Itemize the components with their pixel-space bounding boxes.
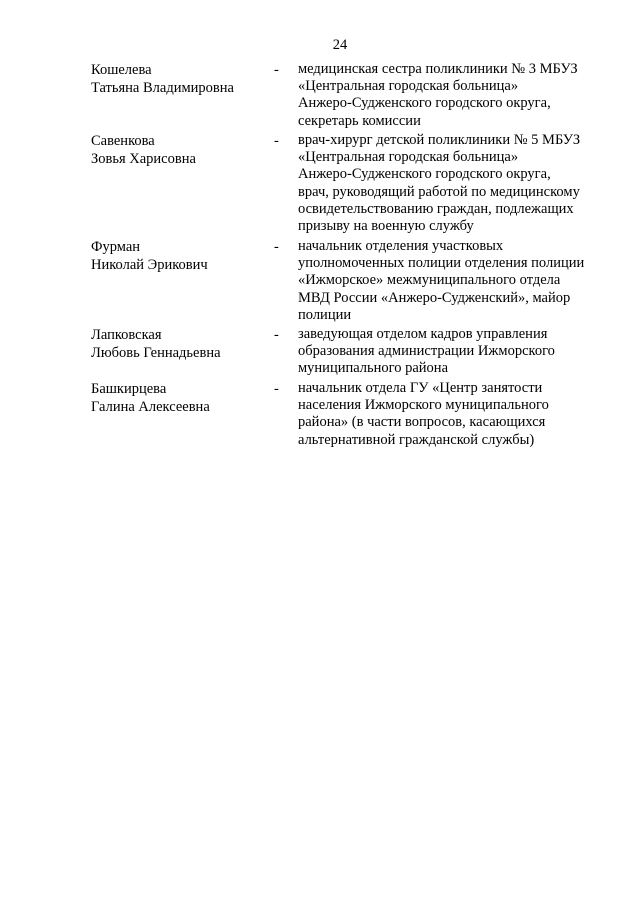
member-given-name: Татьяна Владимировна [91, 80, 234, 96]
member-dash: - [274, 62, 279, 78]
member-role-line: образования администрации Ижморского [298, 343, 555, 360]
member-surname: Кошелева [91, 62, 152, 78]
member-given-name: Зовья Харисовна [91, 151, 196, 167]
member-role-line: начальник отдела ГУ «Центр занятости [298, 380, 543, 396]
member-role-line: альтернативной гражданской службы) [298, 431, 535, 448]
member-entry [91, 61, 611, 132]
member-role-line: «Центральная городская больница» [298, 78, 519, 95]
member-entry [91, 326, 611, 380]
member-surname: Лапковская [91, 327, 162, 343]
member-role-line: призыву на военную службу [298, 218, 474, 235]
member-name [91, 61, 274, 132]
member-role [298, 132, 603, 238]
member-name [91, 380, 274, 449]
member-entry [91, 380, 611, 449]
member-role-line: врач-хирург детской поликлиники № 5 МБУЗ [298, 132, 581, 148]
page-number: 24 [332, 37, 348, 53]
member-role [298, 61, 603, 132]
member-role-line: населения Ижморского муниципального [298, 397, 549, 414]
member-dash: - [274, 327, 279, 343]
member-surname: Фурман [91, 239, 141, 255]
member-entry [91, 238, 611, 326]
commission-members-list [91, 61, 611, 449]
member-role-line: заведующая отделом кадров управления [298, 326, 548, 342]
member-dash: - [274, 239, 279, 255]
member-given-name: Галина Алексеевна [91, 399, 210, 415]
member-role-line: начальник отделения участковых [298, 238, 504, 254]
member-given-name: Любовь Геннадьевна [91, 345, 221, 361]
member-name [91, 326, 274, 380]
member-surname: Башкирцева [91, 381, 167, 397]
member-role-line: врач, руководящий работой по медицинскому [298, 183, 580, 200]
member-role-line: «Ижморское» межмуниципального отдела [298, 272, 561, 289]
member-role-line: уполномоченных полиции отделения полиции [298, 255, 585, 272]
member-role-line: муниципального района [298, 360, 448, 377]
member-role-line: освидетельствованию граждан, подлежащих [298, 200, 574, 217]
member-role-line: Анжеро-Судженского городского округа, [298, 95, 551, 112]
member-dash: - [274, 133, 279, 149]
member-name [91, 132, 274, 238]
member-role-line: района» (в части вопросов, касающихся [298, 414, 546, 431]
member-role-line: Анжеро-Судженского городского округа, [298, 166, 551, 183]
member-role [298, 326, 603, 380]
member-entry [91, 132, 611, 238]
member-role [298, 380, 603, 449]
member-surname: Савенкова [91, 133, 155, 149]
member-dash: - [274, 381, 279, 397]
member-role-line: секретарь комиссии [298, 112, 421, 129]
member-role-line: медицинская сестра поликлиники № 3 МБУЗ [298, 61, 578, 77]
member-given-name: Николай Эрикович [91, 257, 208, 273]
member-name [91, 238, 274, 326]
member-role-line: полиции [298, 306, 352, 323]
member-role-line: МВД России «Анжеро-Судженский», майор [298, 289, 571, 306]
member-role [298, 238, 603, 326]
member-role-line: «Центральная городская больница» [298, 149, 519, 166]
